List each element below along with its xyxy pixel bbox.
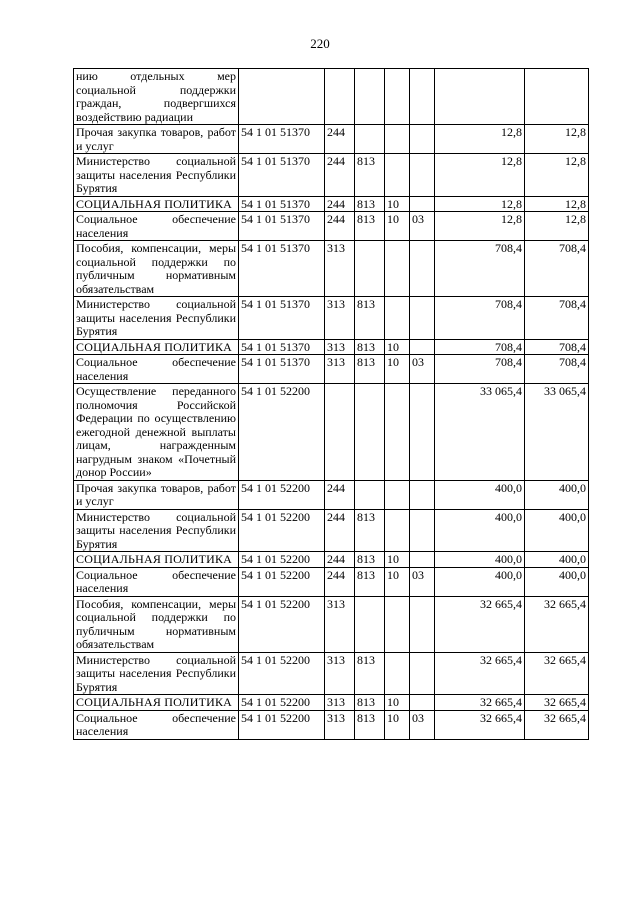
target-article-cell: 54 1 01 52200 — [239, 710, 325, 739]
row-name-cell: Пособия, компенсации, меры социальной поддержки по публичным нормативным обязательствам — [74, 241, 239, 297]
row-name-cell: Министерство социальной защиты населения Республики Бурятия — [74, 154, 239, 197]
row-name-cell: СОЦИАЛЬНАЯ ПОЛИТИКА — [74, 339, 239, 355]
table-row — [74, 552, 589, 568]
table-row — [74, 710, 589, 739]
row-name-cell: СОЦИАЛЬНАЯ ПОЛИТИКА — [74, 196, 239, 212]
expense-type-cell: 313 — [325, 339, 355, 355]
amount-total-cell: 400,0 — [525, 480, 589, 509]
table-row — [74, 241, 589, 297]
section-cell — [385, 596, 410, 652]
administrator-code-cell: 813 — [355, 355, 385, 384]
section-cell: 10 — [385, 212, 410, 241]
table-row — [74, 480, 589, 509]
row-name-cell: Прочая закупка товаров, работ и услуг — [74, 125, 239, 154]
administrator-code-cell: 813 — [355, 196, 385, 212]
amount-cell: 708,4 — [435, 355, 525, 384]
amount-cell: 400,0 — [435, 567, 525, 596]
subsection-cell: 03 — [410, 355, 435, 384]
table-row — [74, 567, 589, 596]
expense-type-cell: 244 — [325, 480, 355, 509]
administrator-code-cell: 813 — [355, 212, 385, 241]
expense-type-cell: 313 — [325, 710, 355, 739]
administrator-code-cell — [355, 384, 385, 481]
table-row — [74, 339, 589, 355]
table-row — [74, 196, 589, 212]
subsection-cell — [410, 196, 435, 212]
target-article-cell: 54 1 01 52200 — [239, 652, 325, 695]
administrator-code-cell — [355, 69, 385, 125]
amount-total-cell: 12,8 — [525, 154, 589, 197]
row-name-cell: Социальное обеспечение населения — [74, 710, 239, 739]
section-cell — [385, 509, 410, 552]
row-name-cell: Социальное обеспечение населения — [74, 355, 239, 384]
expense-type-cell: 244 — [325, 552, 355, 568]
amount-cell: 12,8 — [435, 212, 525, 241]
target-article-cell: 54 1 01 51370 — [239, 297, 325, 340]
amount-total-cell: 708,4 — [525, 241, 589, 297]
table-row — [74, 596, 589, 652]
target-article-cell: 54 1 01 52200 — [239, 695, 325, 711]
amount-total-cell: 32 665,4 — [525, 596, 589, 652]
administrator-code-cell: 813 — [355, 154, 385, 197]
expense-type-cell: 244 — [325, 212, 355, 241]
table-row — [74, 384, 589, 481]
table-row — [74, 125, 589, 154]
row-name-cell: Министерство социальной защиты населения Республики Бурятия — [74, 509, 239, 552]
row-name-cell: Министерство социальной защиты населения Республики Бурятия — [74, 652, 239, 695]
administrator-code-cell: 813 — [355, 552, 385, 568]
target-article-cell: 54 1 01 51370 — [239, 196, 325, 212]
amount-cell: 708,4 — [435, 241, 525, 297]
subsection-cell — [410, 695, 435, 711]
target-article-cell: 54 1 01 52200 — [239, 552, 325, 568]
expense-type-cell: 313 — [325, 241, 355, 297]
section-cell: 10 — [385, 710, 410, 739]
amount-cell: 12,8 — [435, 196, 525, 212]
amount-cell: 400,0 — [435, 552, 525, 568]
administrator-code-cell: 813 — [355, 509, 385, 552]
target-article-cell: 54 1 01 52200 — [239, 480, 325, 509]
subsection-cell — [410, 125, 435, 154]
administrator-code-cell — [355, 480, 385, 509]
amount-cell: 400,0 — [435, 509, 525, 552]
target-article-cell: 54 1 01 51370 — [239, 125, 325, 154]
budget-table — [73, 68, 589, 740]
table-row — [74, 212, 589, 241]
row-name-cell: Министерство социальной защиты населения Республики Бурятия — [74, 297, 239, 340]
section-cell — [385, 384, 410, 481]
budget-table-body — [74, 69, 589, 740]
expense-type-cell: 244 — [325, 125, 355, 154]
target-article-cell: 54 1 01 51370 — [239, 154, 325, 197]
page-number: 220 — [310, 36, 330, 51]
subsection-cell — [410, 241, 435, 297]
administrator-code-cell — [355, 125, 385, 154]
section-cell — [385, 297, 410, 340]
table-row — [74, 355, 589, 384]
row-name-cell: Осуществление переданного полномочия Российской Федерации по осуществлению ежегодной денежной выплаты лицам, награжденным нагрудным знаком «Почетный донор России» — [74, 384, 239, 481]
amount-total-cell — [525, 69, 589, 125]
amount-total-cell: 33 065,4 — [525, 384, 589, 481]
administrator-code-cell: 813 — [355, 710, 385, 739]
target-article-cell: 54 1 01 52200 — [239, 384, 325, 481]
amount-cell: 32 665,4 — [435, 710, 525, 739]
row-name-cell: СОЦИАЛЬНАЯ ПОЛИТИКА — [74, 552, 239, 568]
subsection-cell — [410, 297, 435, 340]
amount-cell: 33 065,4 — [435, 384, 525, 481]
table-row — [74, 297, 589, 340]
section-cell — [385, 241, 410, 297]
expense-type-cell: 244 — [325, 154, 355, 197]
amount-total-cell: 32 665,4 — [525, 695, 589, 711]
section-cell: 10 — [385, 552, 410, 568]
target-article-cell: 54 1 01 51370 — [239, 339, 325, 355]
subsection-cell: 03 — [410, 212, 435, 241]
subsection-cell: 03 — [410, 567, 435, 596]
amount-total-cell: 12,8 — [525, 212, 589, 241]
amount-cell: 400,0 — [435, 480, 525, 509]
target-article-cell: 54 1 01 51370 — [239, 241, 325, 297]
target-article-cell: 54 1 01 51370 — [239, 212, 325, 241]
section-cell: 10 — [385, 695, 410, 711]
amount-total-cell: 12,8 — [525, 196, 589, 212]
amount-total-cell: 400,0 — [525, 509, 589, 552]
section-cell — [385, 125, 410, 154]
section-cell: 10 — [385, 355, 410, 384]
section-cell — [385, 480, 410, 509]
amount-cell: 32 665,4 — [435, 695, 525, 711]
expense-type-cell: 244 — [325, 567, 355, 596]
subsection-cell — [410, 384, 435, 481]
amount-total-cell: 32 665,4 — [525, 652, 589, 695]
row-name-cell: Прочая закупка товаров, работ и услуг — [74, 480, 239, 509]
expense-type-cell — [325, 69, 355, 125]
subsection-cell — [410, 480, 435, 509]
target-article-cell: 54 1 01 51370 — [239, 355, 325, 384]
amount-total-cell: 12,8 — [525, 125, 589, 154]
amount-total-cell: 32 665,4 — [525, 710, 589, 739]
subsection-cell — [410, 509, 435, 552]
amount-cell: 708,4 — [435, 339, 525, 355]
expense-type-cell: 313 — [325, 355, 355, 384]
row-name-cell: нию отдельных мер социальной поддержки граждан, подвергшихся воздействию радиации — [74, 69, 239, 125]
subsection-cell — [410, 552, 435, 568]
amount-total-cell: 400,0 — [525, 552, 589, 568]
subsection-cell — [410, 69, 435, 125]
table-row — [74, 652, 589, 695]
amount-total-cell: 400,0 — [525, 567, 589, 596]
administrator-code-cell: 813 — [355, 297, 385, 340]
amount-cell: 708,4 — [435, 297, 525, 340]
expense-type-cell: 313 — [325, 596, 355, 652]
row-name-cell: Социальное обеспечение населения — [74, 212, 239, 241]
section-cell: 10 — [385, 339, 410, 355]
section-cell — [385, 69, 410, 125]
administrator-code-cell — [355, 241, 385, 297]
amount-cell — [435, 69, 525, 125]
subsection-cell — [410, 339, 435, 355]
subsection-cell — [410, 596, 435, 652]
table-row — [74, 509, 589, 552]
section-cell — [385, 154, 410, 197]
target-article-cell: 54 1 01 52200 — [239, 596, 325, 652]
row-name-cell: Пособия, компенсации, меры социальной поддержки по публичным нормативным обязательствам — [74, 596, 239, 652]
section-cell: 10 — [385, 196, 410, 212]
amount-total-cell: 708,4 — [525, 339, 589, 355]
expense-type-cell: 313 — [325, 652, 355, 695]
table-row — [74, 695, 589, 711]
amount-cell: 32 665,4 — [435, 652, 525, 695]
expense-type-cell: 244 — [325, 196, 355, 212]
subsection-cell: 03 — [410, 710, 435, 739]
target-article-cell: 54 1 01 52200 — [239, 509, 325, 552]
administrator-code-cell — [355, 596, 385, 652]
section-cell — [385, 652, 410, 695]
subsection-cell — [410, 154, 435, 197]
table-row — [74, 154, 589, 197]
expense-type-cell — [325, 384, 355, 481]
target-article-cell: 54 1 01 52200 — [239, 567, 325, 596]
section-cell: 10 — [385, 567, 410, 596]
expense-type-cell: 244 — [325, 509, 355, 552]
amount-total-cell: 708,4 — [525, 297, 589, 340]
amount-cell: 12,8 — [435, 125, 525, 154]
row-name-cell: Социальное обеспечение населения — [74, 567, 239, 596]
target-article-cell — [239, 69, 325, 125]
administrator-code-cell: 813 — [355, 567, 385, 596]
expense-type-cell: 313 — [325, 297, 355, 340]
table-row — [74, 69, 589, 125]
administrator-code-cell: 813 — [355, 652, 385, 695]
administrator-code-cell: 813 — [355, 695, 385, 711]
amount-cell: 12,8 — [435, 154, 525, 197]
administrator-code-cell: 813 — [355, 339, 385, 355]
row-name-cell: СОЦИАЛЬНАЯ ПОЛИТИКА — [74, 695, 239, 711]
amount-total-cell: 708,4 — [525, 355, 589, 384]
subsection-cell — [410, 652, 435, 695]
amount-cell: 32 665,4 — [435, 596, 525, 652]
expense-type-cell: 313 — [325, 695, 355, 711]
